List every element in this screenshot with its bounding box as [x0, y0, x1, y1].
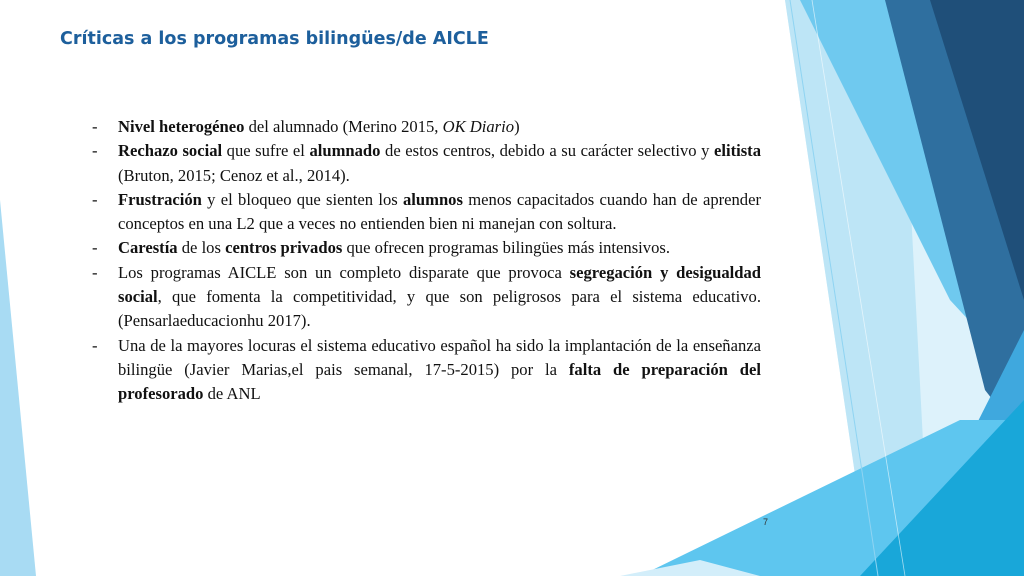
bullet-text: (Bruton, 2015; Cenoz et al., 2014). — [118, 165, 350, 185]
bullet-text: de estos centros, debido a su carácter selectivo y — [380, 141, 714, 161]
bullet-list — [92, 115, 761, 407]
left-triangle-shape — [0, 200, 36, 576]
bullet-bold-text: Rechazo social — [118, 141, 223, 161]
bullet-text: y el bloqueo que sienten los — [201, 189, 403, 209]
bullet-text: , que fomenta la competitividad, y que son peligrosos para el sistema educativo. (Pensarlaeducacionhu 2017). — [118, 287, 761, 331]
bullet-italic-text: OK Diario — [442, 117, 515, 136]
bullet-item-frustracion — [92, 188, 761, 237]
bullet-bold-text: alumnado — [309, 141, 381, 161]
bullet-dash: - — [92, 335, 98, 355]
page-number: 7 — [763, 517, 769, 527]
bullet-text: del alumnado (Merino 2015, — [244, 117, 443, 136]
bullet-text: Una de la mayores locuras el sistema educativo español ha sido la implantación de la enseñanza bilingüe (Javier Marias,el pais semanal, 17-5-2015) por la — [118, 335, 761, 379]
bullet-dash: - — [92, 262, 98, 282]
bullet-bold-text: falta de preparación del profesorado — [118, 359, 761, 404]
bullet-bold-text: centros privados — [225, 238, 343, 258]
bullet-text: que sufre el — [222, 141, 310, 161]
bullet-item-programas-aicle — [92, 261, 761, 334]
bullet-bold-text: Frustración — [118, 189, 202, 209]
bullet-item-nivel-heterogeneo — [92, 115, 761, 139]
bullet-item-rechazo-social — [92, 139, 761, 188]
bullet-dash: - — [92, 238, 98, 258]
bullet-bold-text: elitista — [714, 141, 762, 161]
slide-title: Críticas a los programas bilingües/de AICLE — [60, 29, 489, 49]
bullet-dash: - — [92, 117, 98, 136]
bullet-text: que ofrecen programas bilingües más intensivos. — [342, 238, 670, 258]
bullet-dash: - — [92, 141, 98, 161]
bullet-bold-text: Carestía — [118, 238, 178, 258]
bullet-text: Los programas AICLE son un completo disparate que provoca — [118, 262, 570, 282]
bullet-item-locuras-sistema — [92, 334, 761, 407]
bullet-text: menos capacitados cuando han de aprender conceptos en una L2 que a veces no entienden bien ni manejan con soltura. — [118, 189, 761, 234]
bullet-bold-text: Nivel heterogéneo — [118, 117, 245, 136]
bullet-text: de ANL — [203, 384, 261, 404]
bullet-bold-text: segregación y desigualdad social — [118, 262, 762, 307]
bullet-item-carestia — [92, 236, 761, 260]
bullet-text: ) — [514, 117, 520, 136]
bullet-text: de los — [177, 238, 226, 258]
bullet-dash: - — [92, 189, 98, 209]
bullet-bold-text: alumnos — [403, 189, 463, 209]
